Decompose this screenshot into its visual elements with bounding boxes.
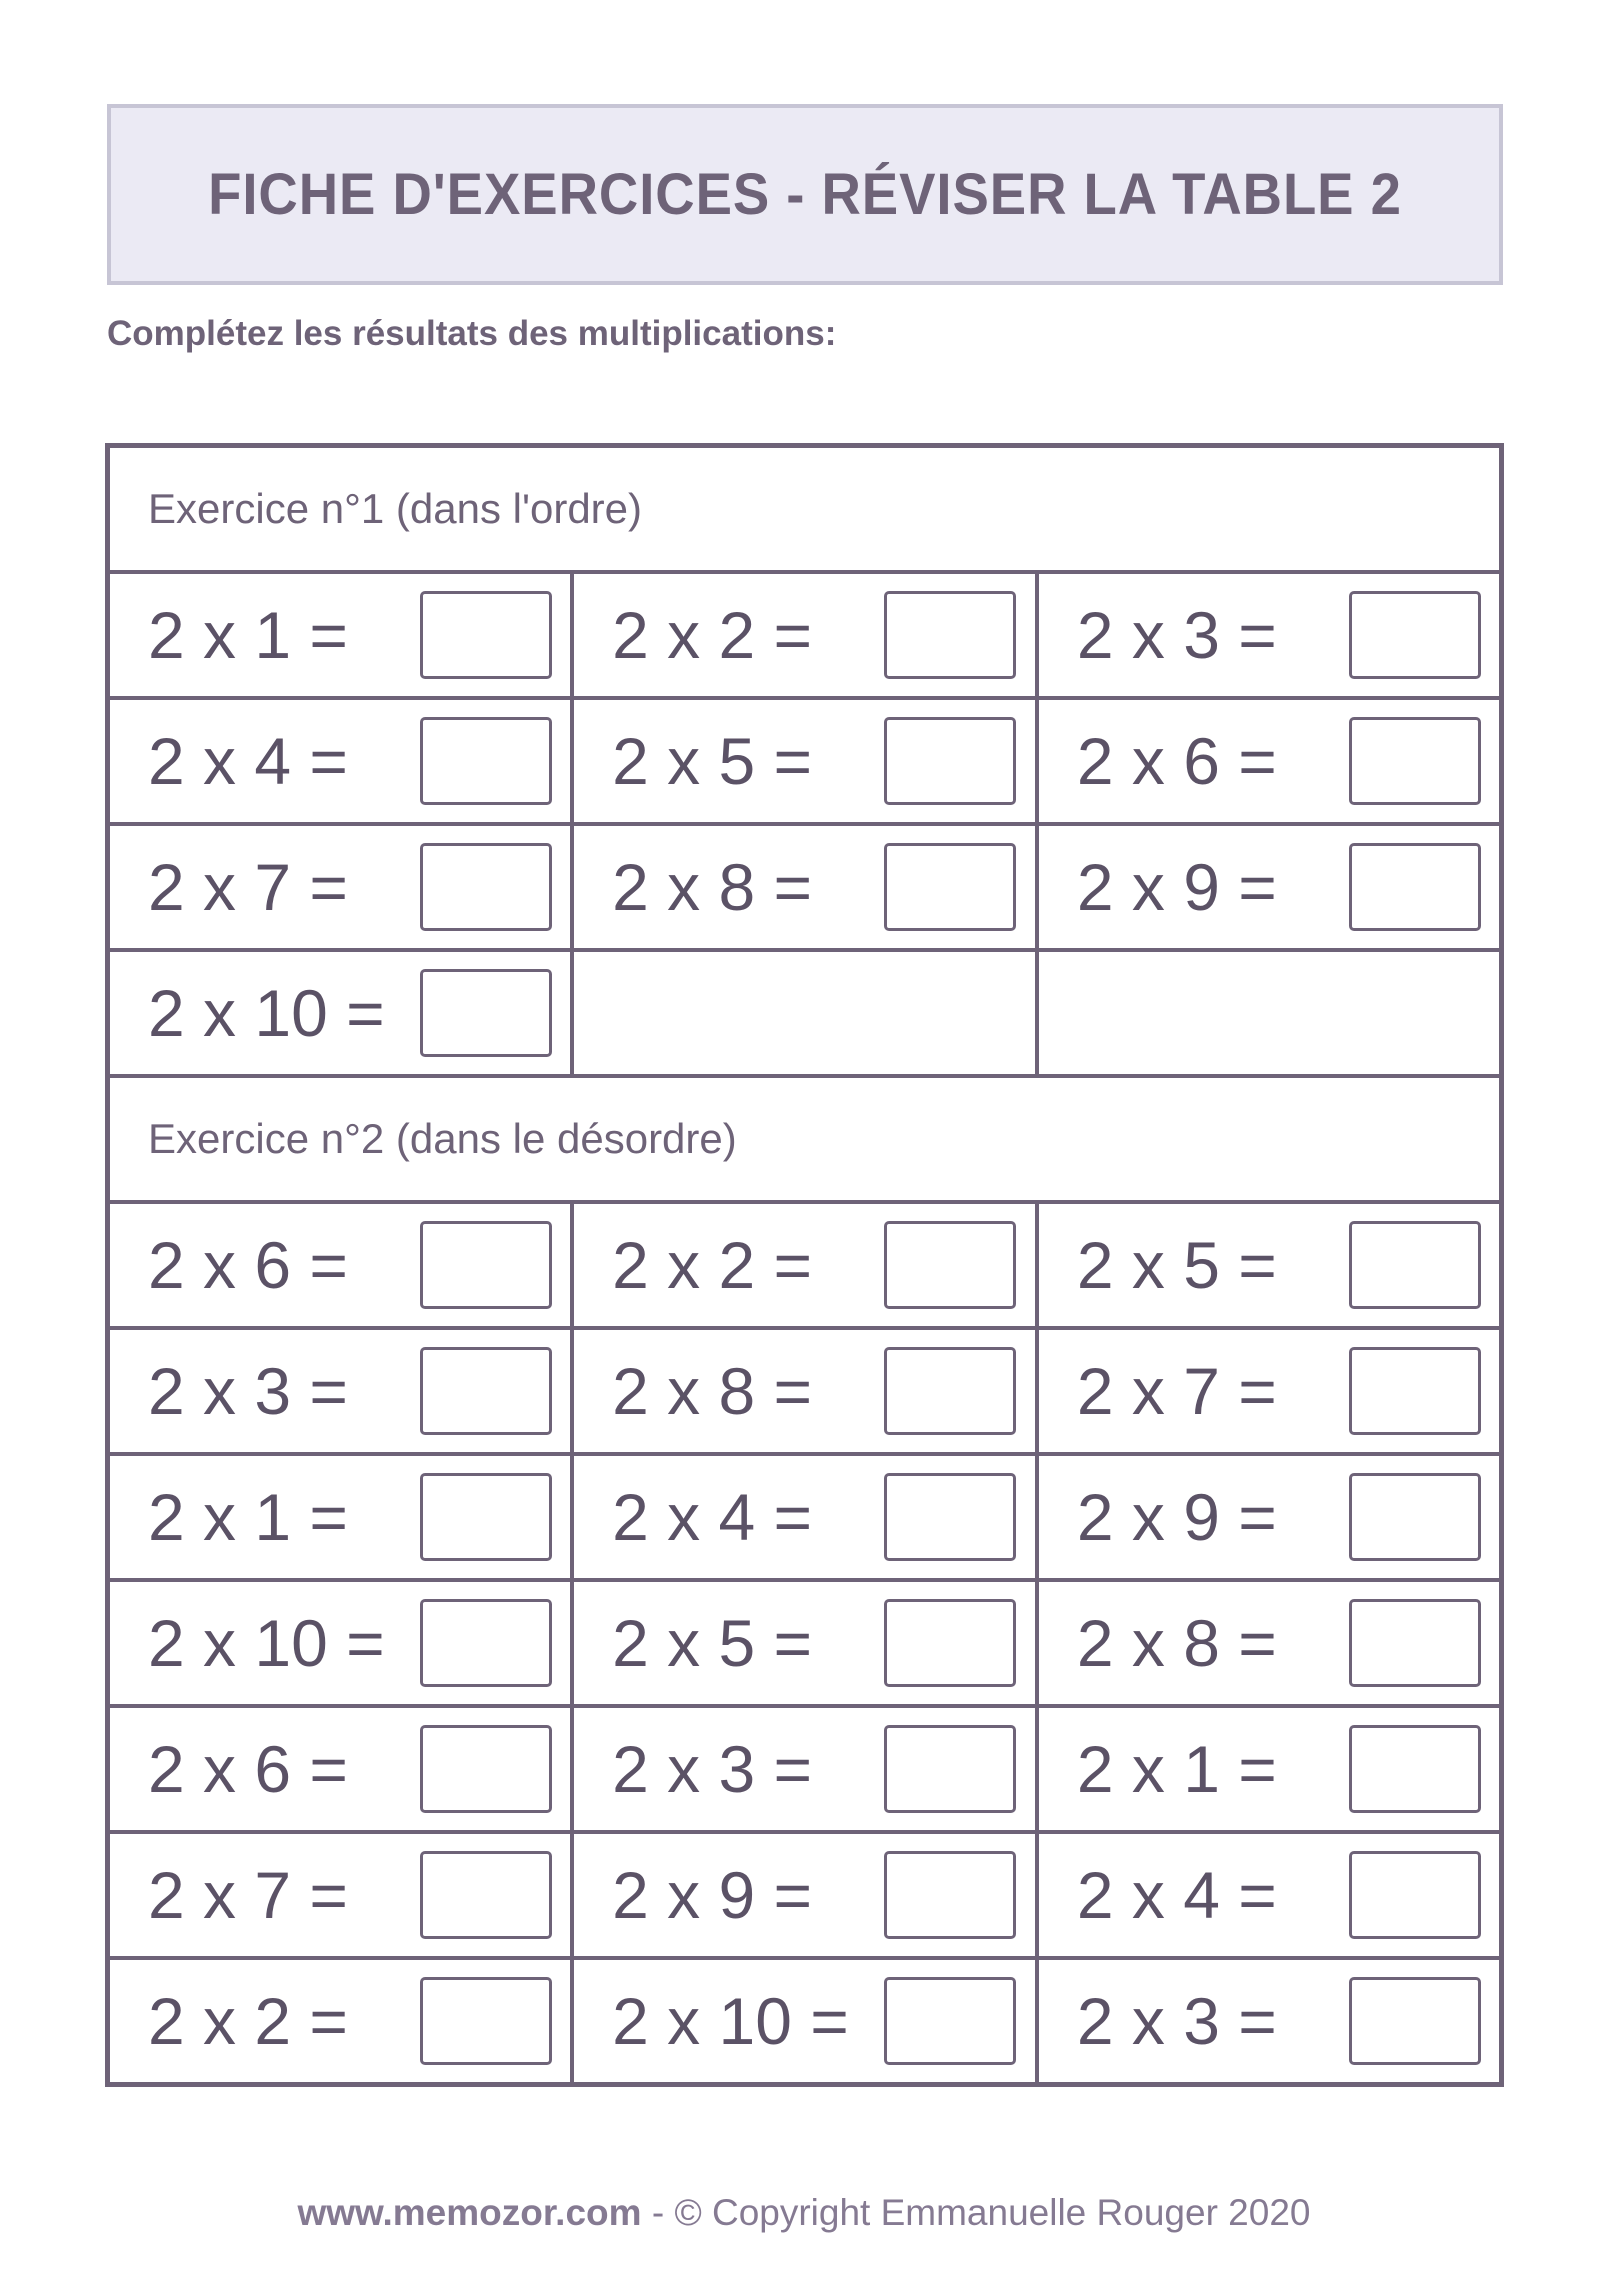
problem-label: 2 x 4 = [612,1480,813,1554]
problem-cell [108,1202,573,1328]
answer-box[interactable] [1349,1725,1481,1813]
problem-label: 2 x 3 = [148,1354,348,1428]
answer-box[interactable] [884,1221,1016,1309]
answer-box[interactable] [420,1221,552,1309]
problem-label: 2 x 7 = [148,1858,348,1932]
page-title: FICHE D'EXERCICES - RÉVISER LA TABLE 2 [208,162,1402,227]
problem-cell [108,1706,573,1832]
problem-cell [108,1328,573,1454]
problem-cell [1037,572,1502,698]
problem-label: 2 x 1 = [148,1480,348,1554]
answer-box[interactable] [1349,591,1481,679]
problem-cell [1037,824,1502,950]
answer-box[interactable] [1349,1851,1481,1939]
problem-label: 2 x 3 = [1076,598,1277,672]
answer-box[interactable] [420,969,552,1057]
answer-box[interactable] [420,843,552,931]
answer-box[interactable] [420,1851,552,1939]
problem-label: 2 x 2 = [148,1984,348,2058]
answer-box[interactable] [884,843,1016,931]
problem-cell [1037,1832,1502,1958]
answer-box[interactable] [1349,1221,1481,1309]
exercise2-header: Exercice n°2 (dans le désordre) [108,1076,1502,1202]
problem-label: 2 x 4 = [148,724,348,798]
problem-label: 2 x 10 = [148,976,385,1050]
answer-box[interactable] [884,591,1016,679]
answer-box[interactable] [420,1599,552,1687]
answer-box[interactable] [1349,843,1481,931]
problem-cell [572,572,1037,698]
problem-label: 2 x 9 = [612,1858,813,1932]
answer-box[interactable] [420,1977,552,2065]
table-row [108,1454,1502,1580]
problem-cell [1037,1580,1502,1706]
problem-label: 2 x 6 = [148,1228,348,1302]
problem-label: 2 x 6 = [148,1732,348,1806]
table-row [108,1832,1502,1958]
problem-cell [572,1958,1037,2085]
table-row [108,824,1502,950]
problem-label: 2 x 8 = [612,850,813,924]
answer-box[interactable] [420,591,552,679]
problem-label: 2 x 8 = [612,1354,813,1428]
problem-label: 2 x 5 = [612,1606,813,1680]
problem-label: 2 x 7 = [148,850,348,924]
answer-box[interactable] [884,1977,1016,2065]
answer-box[interactable] [884,717,1016,805]
answer-box[interactable] [420,717,552,805]
answer-box[interactable] [1349,717,1481,805]
answer-box[interactable] [884,1473,1016,1561]
answer-box[interactable] [1349,1347,1481,1435]
problem-label: 2 x 7 = [1076,1354,1277,1428]
exercise1-header: Exercice n°1 (dans l'ordre) [108,446,1502,573]
table-row [108,698,1502,824]
worksheet-table [105,443,1504,2087]
problem-cell [1037,1202,1502,1328]
problem-label: 2 x 6 = [1076,724,1277,798]
problem-cell [572,1202,1037,1328]
answer-box[interactable] [884,1725,1016,1813]
title-box [107,104,1503,285]
problem-cell [108,1832,573,1958]
problem-label: 2 x 1 = [1076,1732,1277,1806]
table-row [108,950,1502,1076]
problem-cell [572,1328,1037,1454]
footer-copyright: © Copyright Emmanuelle Rouger 2020 [674,2192,1311,2233]
table-row [108,572,1502,698]
problem-cell [572,698,1037,824]
problem-cell [1037,1706,1502,1832]
empty-cell [1037,950,1502,1076]
problem-cell [572,1706,1037,1832]
problem-cell [108,1958,573,2085]
problem-label: 2 x 2 = [612,598,813,672]
problem-cell [572,824,1037,950]
problem-label: 2 x 2 = [612,1228,813,1302]
answer-box[interactable] [884,1851,1016,1939]
table-row [108,1706,1502,1832]
footer [0,2192,1608,2234]
problem-cell [572,1454,1037,1580]
answer-box[interactable] [420,1347,552,1435]
problem-label: 2 x 8 = [1076,1606,1277,1680]
problem-cell [108,1454,573,1580]
problem-label: 2 x 4 = [1076,1858,1277,1932]
problem-label: 2 x 9 = [1076,850,1277,924]
table-row [108,1328,1502,1454]
table-row [108,1958,1502,2085]
problem-cell [108,572,573,698]
footer-site-link: www.memozor.com [297,2192,642,2233]
answer-box[interactable] [1349,1977,1481,2065]
exercise1-header-row [108,446,1502,573]
instruction-text: Complétez les résultats des multiplications: [107,314,837,353]
problem-label: 2 x 5 = [612,724,813,798]
footer-separator: - [641,2192,675,2233]
problem-cell [108,824,573,950]
table-row [108,1202,1502,1328]
table-row [108,1580,1502,1706]
problem-label: 2 x 10 = [148,1606,385,1680]
problem-cell [108,1580,573,1706]
problem-cell [1037,1328,1502,1454]
answer-box[interactable] [1349,1473,1481,1561]
problem-label: 2 x 5 = [1076,1228,1277,1302]
answer-box[interactable] [1349,1599,1481,1687]
answer-box[interactable] [420,1725,552,1813]
empty-cell [572,950,1037,1076]
answer-box[interactable] [884,1599,1016,1687]
answer-box[interactable] [884,1347,1016,1435]
problem-label: 2 x 3 = [612,1732,813,1806]
problem-label: 2 x 3 = [1076,1984,1277,2058]
answer-box[interactable] [420,1473,552,1561]
problem-cell [1037,698,1502,824]
problem-cell [1037,1958,1502,2085]
problem-cell [1037,1454,1502,1580]
exercise2-header-row [108,1076,1502,1202]
problem-label: 2 x 9 = [1076,1480,1277,1554]
problem-cell [572,1580,1037,1706]
problem-cell [108,950,573,1076]
problem-label: 2 x 1 = [148,598,348,672]
problem-cell [572,1832,1037,1958]
problem-cell [108,698,573,824]
problem-label: 2 x 10 = [612,1984,849,2058]
